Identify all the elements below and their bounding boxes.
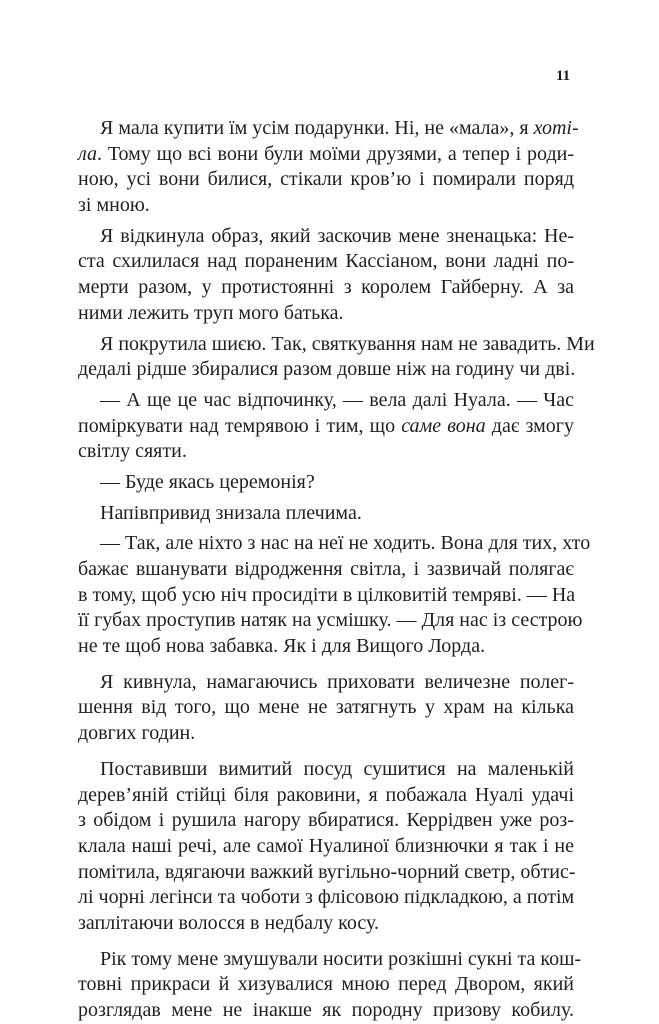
- text-line: Я кивнула, намагаючись приховати величезне полег-: [100, 670, 574, 693]
- text-line: Напівпривид знизала плечима.: [100, 501, 362, 524]
- text-line: ними лежить труп мого батька.: [78, 301, 344, 324]
- text-line: поміркувати над темрявою і тим, що саме вона дає змогу: [78, 414, 575, 437]
- text-line: її губах проступив натяк на усмішку. — Для нас із сестрою: [78, 609, 583, 632]
- text-line: Я покрутила шиєю. Так, святкування нам не завадить. Ми: [100, 332, 595, 355]
- text-line: помітила, вдягаючи важкий вугільно-чорний светр, обтис-: [78, 860, 576, 883]
- body-text: [78, 116, 595, 1024]
- text-line: ною, усі вони билися, стікали кров’ю і помирали поряд: [78, 168, 574, 191]
- text-line: мерти разом, у протистоянні з королем Гайберну. А за: [78, 276, 574, 299]
- text-line: бажає вшанувати відродження світла, і зазвичай полягає: [78, 558, 574, 580]
- text-line: ла. Тому що всі вони були моїми друзями, а тепер і роди-: [78, 142, 574, 165]
- text-line: Я мала купити їм усім подарунки. Ні, не «мала», я хоті-: [100, 117, 579, 139]
- text-line: в тому, щоб усю ніч просидіти в цілковитій темряві. — На: [78, 583, 576, 606]
- text-line: шення від того, що мене не затягнуть у храм на кілька: [78, 696, 574, 719]
- text-line: лі чорні легінси та чоботи з флісовою підкладкою, а потім: [78, 886, 575, 909]
- text-line: світлу сяяти.: [78, 440, 187, 463]
- italic-emphasis: ла: [78, 142, 97, 165]
- text-line: ста схилилася над пораненим Кассіаном, вони ладні по-: [78, 250, 574, 273]
- italic-emphasis: саме вона: [401, 414, 486, 437]
- text-line: Рік тому мене змушували носити розкішні сукні та кош-: [100, 947, 582, 970]
- text-line: — Так, але ніхто з нас на неї не ходить. Вона для тих, хто: [100, 532, 591, 555]
- text-line: не те щоб нова забавка. Як і для Вищого Лорда.: [78, 635, 486, 658]
- text-line: розглядав мене не інакше як породну призову кобилу.: [78, 999, 574, 1021]
- text-line: — Буде якась церемонія?: [100, 470, 315, 493]
- text-line: Я відкинула образ, який заскочив мене зненацька: Не-: [100, 224, 574, 247]
- text-line: товні прикраси й хизувалися мною перед Двором, який: [78, 973, 574, 996]
- text-line: Поставивши вимитий посуд сушитися на маленькій: [100, 757, 574, 780]
- text-line: зі мною.: [78, 194, 150, 217]
- text-line: дедалі рідше збиралися разом довше ніж на годину чи дві.: [78, 358, 576, 381]
- text-line: заплітаючи волосся в недбалу косу.: [78, 911, 379, 934]
- text-line: дерев’яній стійці біля раковини, я побажала Нуалі удачі: [78, 783, 574, 806]
- italic-emphasis: хоті-: [533, 117, 579, 139]
- text-line: клала наші речі, але самої Нуалиної близнючки я так і не: [78, 834, 574, 857]
- text-line: з обідом і рушила нагору вбиратися. Керрідвен уже роз-: [78, 809, 574, 832]
- text-line: довгих годин.: [78, 722, 196, 745]
- text-line: — А ще це час відпочинку, — вела далі Нуала. — Час: [100, 388, 574, 411]
- page-number: 11: [556, 68, 571, 84]
